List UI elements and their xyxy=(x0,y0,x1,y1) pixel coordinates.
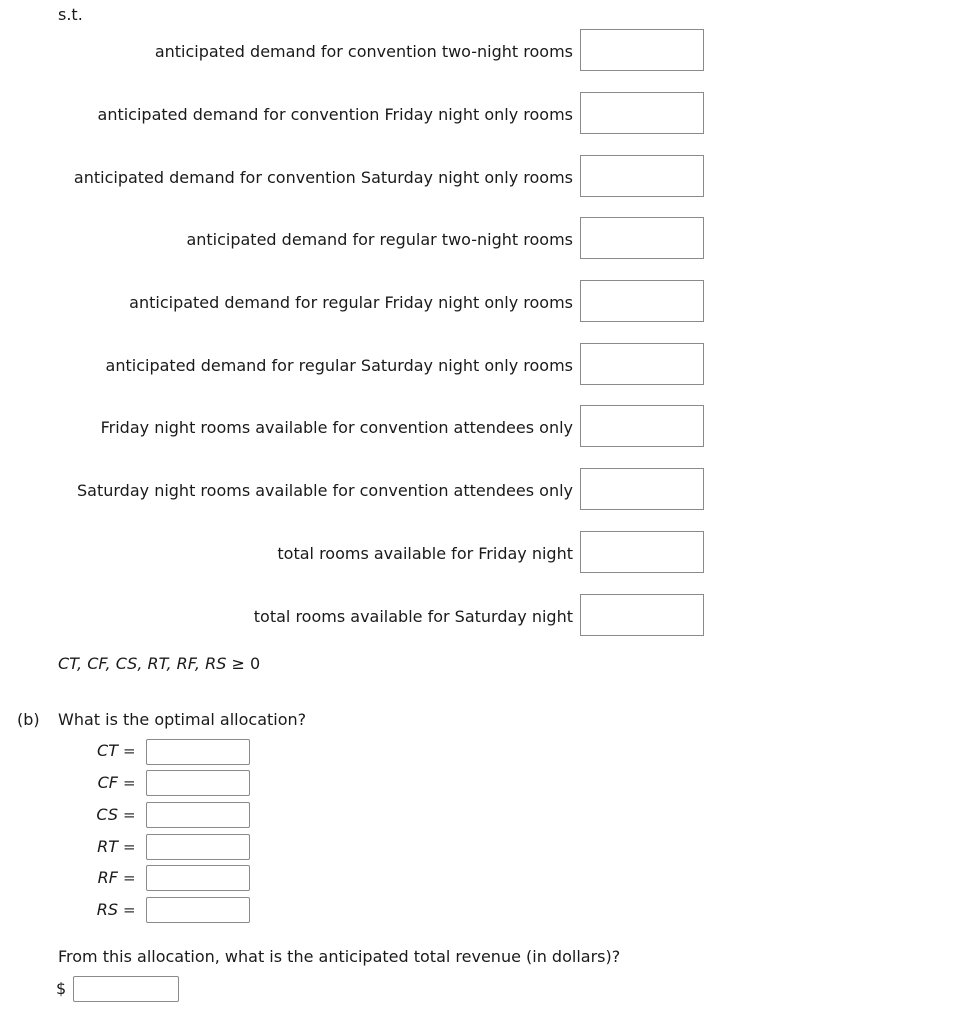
constraint-input-regular-friday[interactable] xyxy=(580,280,704,322)
alloc-var-rs: RS xyxy=(96,900,118,919)
constraint-label-convention-saturday: anticipated demand for convention Saturday night only rooms xyxy=(73,168,573,187)
constraint-input-total-friday[interactable] xyxy=(580,531,704,573)
constraint-label-convention-two-night: anticipated demand for convention two-night rooms xyxy=(154,42,573,61)
constraint-label-regular-saturday: anticipated demand for regular Saturday night only rooms xyxy=(105,356,573,375)
alloc-var-rf: RF xyxy=(97,868,118,887)
currency-symbol: $ xyxy=(56,979,67,998)
alloc-equals-cf: = xyxy=(123,774,136,792)
alloc-input-rt[interactable] xyxy=(146,834,250,860)
constraint-label-total-saturday: total rooms available for Saturday night xyxy=(253,607,573,626)
alloc-input-cf[interactable] xyxy=(146,770,250,796)
constraint-input-regular-two-night[interactable] xyxy=(580,217,704,259)
alloc-equals-rt: = xyxy=(123,838,136,856)
alloc-equals-cs: = xyxy=(123,806,136,824)
nonnegativity-constraint xyxy=(58,654,260,673)
constraint-input-convention-two-night[interactable] xyxy=(580,29,704,71)
nonnegativity-vars: CT, CF, CS, RT, RF, RS xyxy=(58,654,227,673)
constraint-label-convention-friday: anticipated demand for convention Friday night only rooms xyxy=(97,105,573,124)
alloc-var-rt: RT xyxy=(97,837,118,856)
st-label: s.t. xyxy=(58,5,83,24)
part-b-question: What is the optimal allocation? xyxy=(58,710,307,729)
constraint-label-friday-convention-only: Friday night rooms available for convention attendees only xyxy=(100,418,573,437)
alloc-var-cs: CS xyxy=(96,805,118,824)
alloc-var-cf: CF xyxy=(97,773,118,792)
constraint-label-saturday-convention-only: Saturday night rooms available for convention attendees only xyxy=(77,481,573,500)
constraint-input-regular-saturday[interactable] xyxy=(580,343,704,385)
alloc-input-cs[interactable] xyxy=(146,802,250,828)
constraint-input-convention-saturday[interactable] xyxy=(580,155,704,197)
alloc-input-rs[interactable] xyxy=(146,897,250,923)
alloc-input-ct[interactable] xyxy=(146,739,250,765)
alloc-equals-ct: = xyxy=(123,742,136,760)
constraint-input-friday-convention-only[interactable] xyxy=(580,405,704,447)
revenue-question: From this allocation, what is the anticipated total revenue (in dollars)? xyxy=(58,947,621,966)
alloc-var-ct: CT xyxy=(97,741,118,760)
constraint-input-saturday-convention-only[interactable] xyxy=(580,468,704,510)
alloc-equals-rs: = xyxy=(123,901,136,919)
constraint-label-total-friday: total rooms available for Friday night xyxy=(277,544,573,563)
alloc-equals-rf: = xyxy=(123,869,136,887)
constraint-label-regular-friday: anticipated demand for regular Friday night only rooms xyxy=(129,293,573,312)
constraint-label-regular-two-night: anticipated demand for regular two-night rooms xyxy=(186,230,573,249)
constraint-input-total-saturday[interactable] xyxy=(580,594,704,636)
nonnegativity-symbol: ≥ 0 xyxy=(231,654,261,673)
constraint-input-convention-friday[interactable] xyxy=(580,92,704,134)
revenue-input[interactable] xyxy=(73,976,179,1002)
part-b-label: (b) xyxy=(17,710,40,729)
alloc-input-rf[interactable] xyxy=(146,865,250,891)
